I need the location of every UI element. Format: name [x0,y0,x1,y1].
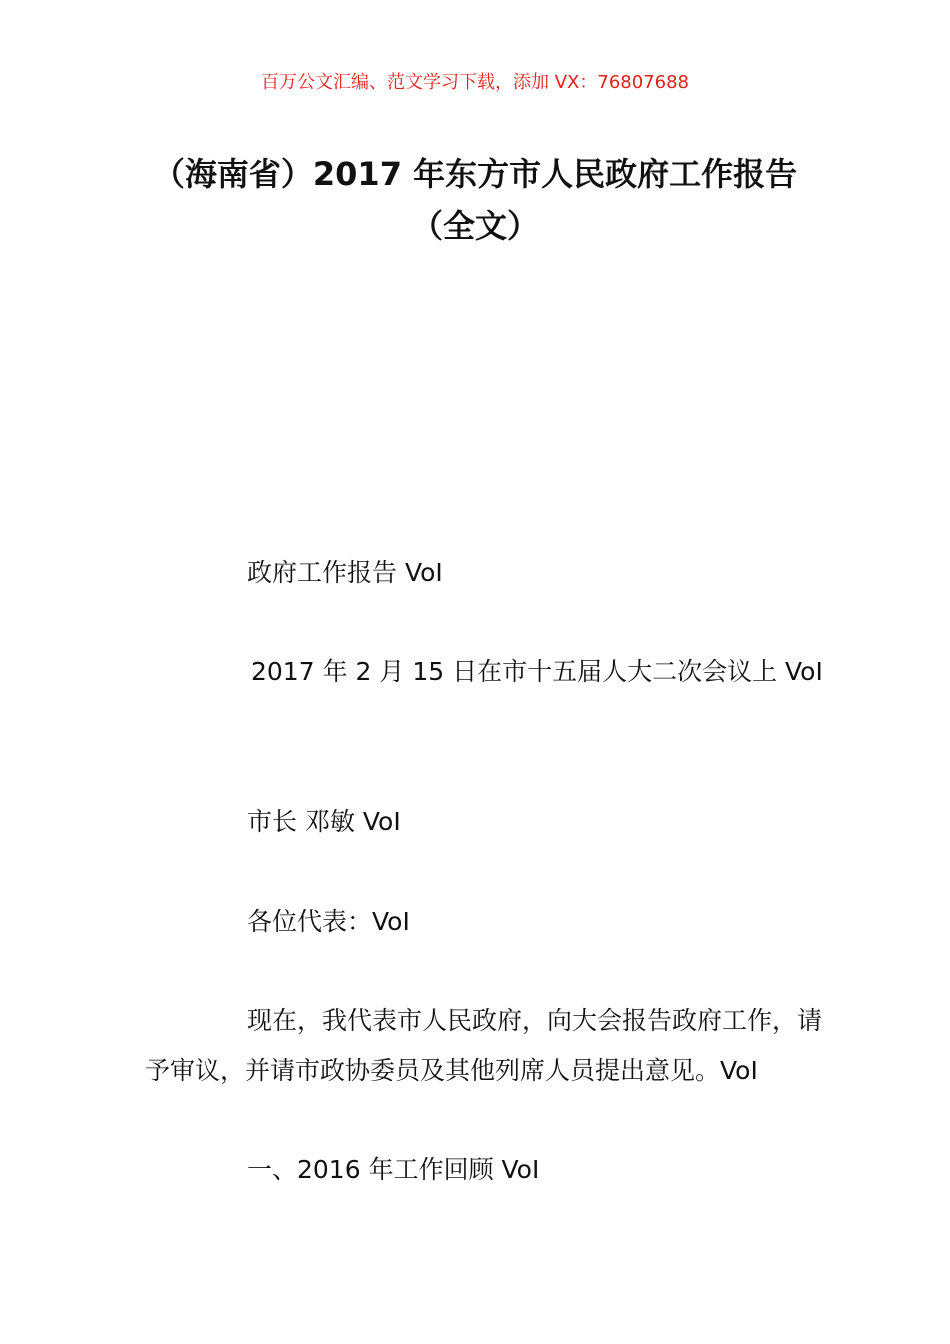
header-banner: 百万公文汇编、范文学习下载，添加 VX：76807688 [261,72,689,93]
paragraph-text: 一、2016 年工作回顾 VoI [247,1155,540,1184]
paragraph-date-meeting [145,647,830,697]
paragraph-mayor [145,797,830,847]
paragraph-text: 现在，我代表市人民政府，向大会报告政府工作，请予审议，并请市政协委员及其他列席人员提出意见。VoI [145,1006,823,1085]
paragraph-text: 2017 年 2 月 15 日在市十五届人大二次会议上 VoI [251,657,823,686]
paragraph-salutation [145,897,830,947]
paragraph-report-label [145,548,830,598]
paragraph-text: 政府工作报告 VoI [247,558,443,587]
section-heading-2016-review [145,1145,830,1195]
document-title: （海南省）2017 年东方市人民政府工作报告（全文） [152,155,798,245]
paragraph-text: 市长 邓敏 VoI [247,807,401,836]
paragraph-intro [145,996,830,1096]
paragraph-text: 各位代表：VoI [247,907,410,936]
